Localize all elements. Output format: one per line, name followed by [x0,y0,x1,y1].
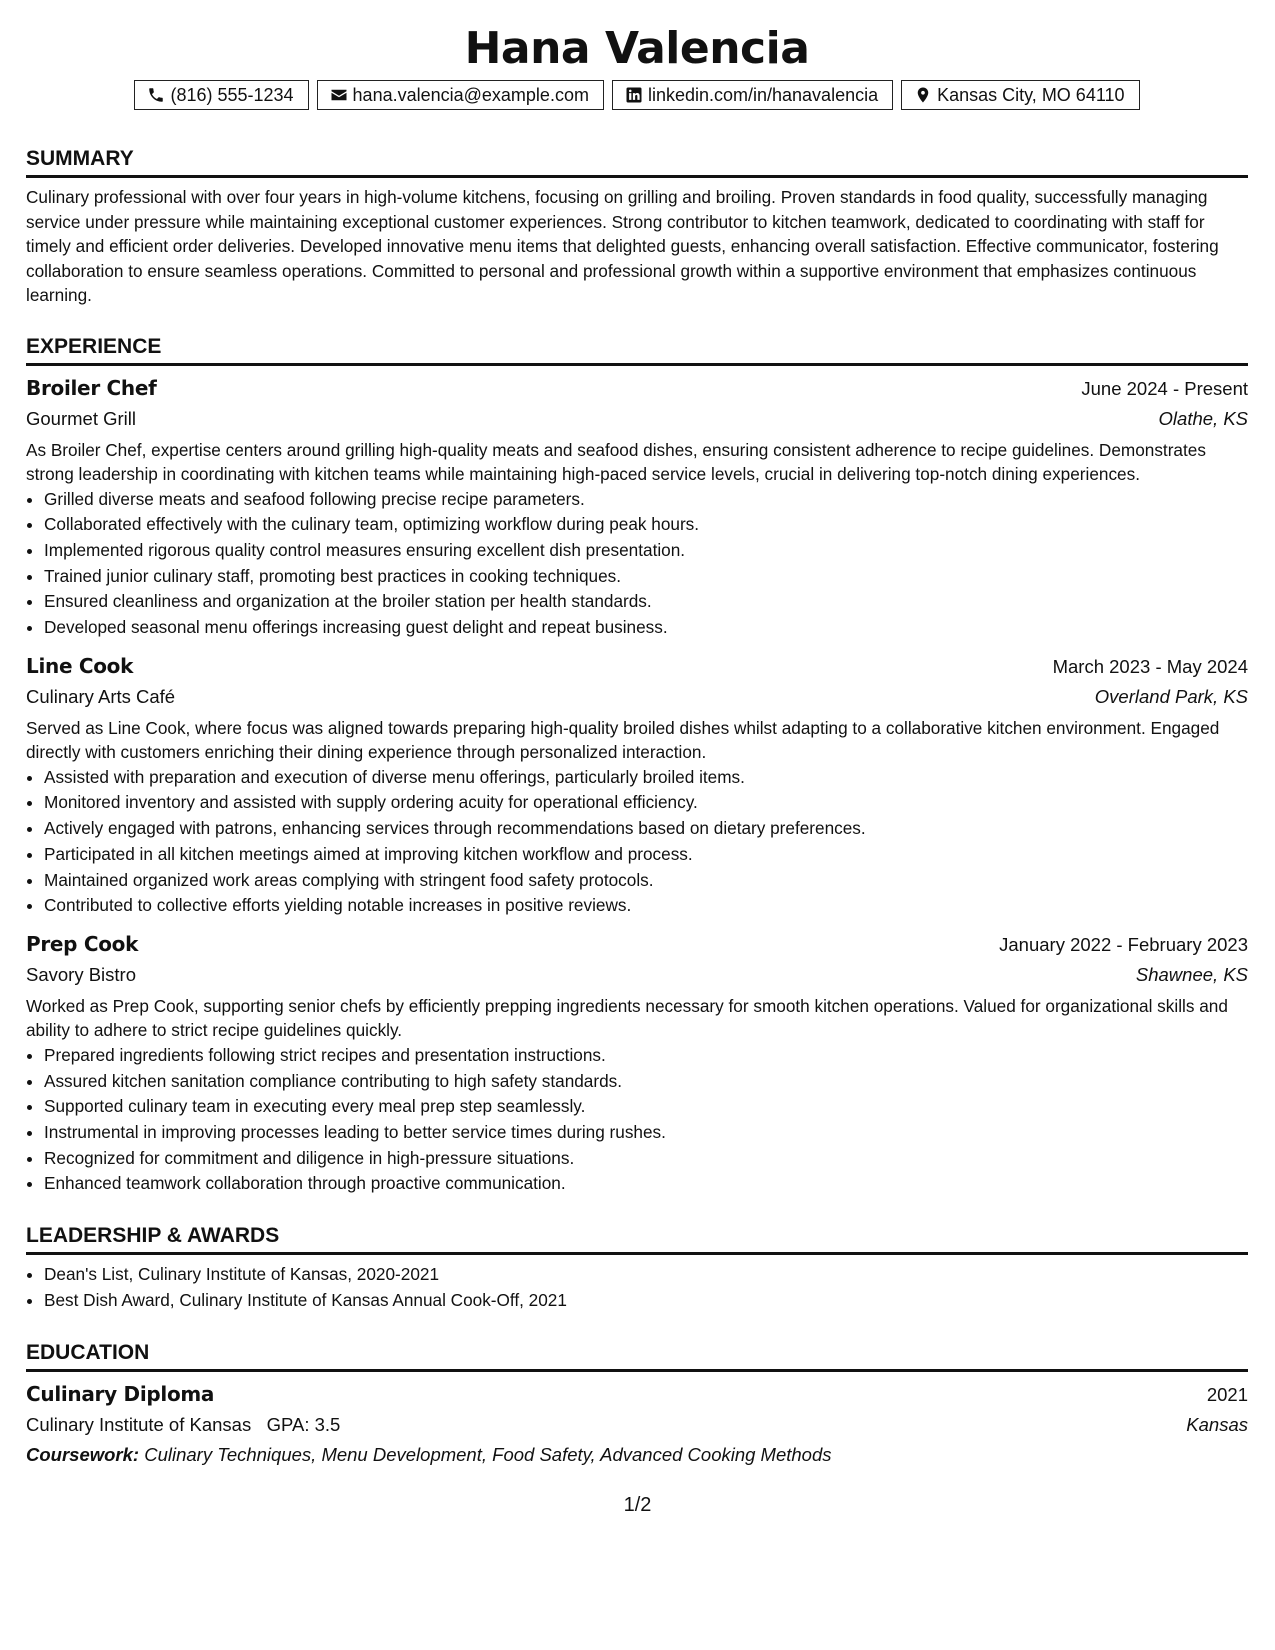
job-bullets [26,1043,1248,1197]
job-dates: June 2024 - Present [1081,377,1248,399]
job-location: Shawnee, KS [1135,963,1248,985]
coursework-line [26,1440,1248,1469]
job-description: As Broiler Chef, expertise centers around grilling high-quality meats and seafood dishes, ensuring consistent adherence to recipe guidelines. Demonstrates strong leadership in coordinating with kitchen teams while maintaining high-paced service levels, crucial in delivering top-notch dining experiences. [26,439,1206,484]
job-bullet: • Maintained organized work areas complying with stringent food safety protocols. [44,868,1248,894]
job-bullet: • Participated in all kitchen meetings aimed at improving kitchen workflow and process. [44,842,1248,868]
job-bullet: • Grilled diverse meats and seafood following precise recipe parameters. [44,487,1248,513]
job-bullet: • Enhanced teamwork collaboration through proactive communication. [44,1171,1248,1197]
job-bullet: • Collaborated effectively with the culinary team, optimizing workflow during peak hours. [44,512,1248,538]
job-company: Savory Bistro [26,963,137,985]
contact-phone[interactable] [134,80,308,110]
map-pin-icon [914,86,932,104]
summary-text: Culinary professional with over four years in high-volume kitchens, focusing on grilling and broiling. Proven standards in food quality, successfully managing service under pressure while maintaining exceptional customer experiences. Strong contributor to kitchen teamwork, dedicated to coordinating with staff for timely and efficient order deliveries. Developed innovative menu items that delighted guests, enhancing overall satisfaction. Effective communicator, fostering collaboration to ensure seamless operations. Committed to personal and professional growth within a supportive environment that emphasizes continuous learning. [26,187,1219,305]
job-bullet: • Supported culinary team in executing every meal prep step seamlessly. [44,1094,1248,1120]
contact-linkedin[interactable] [612,80,893,110]
experience-heading: EXPERIENCE [26,334,1248,366]
email-text: hana.valencia@example.com [352,85,589,105]
job-description: Worked as Prep Cook, supporting senior chefs by efficiently prepping ingredients necessary for smooth kitchen operations. Valued for organizational skills and ability to adhere to strict recipe guidelines quickly. [26,995,1228,1041]
school-name: Culinary Institute of Kansas [26,1413,252,1435]
job-bullet: • Ensured cleanliness and organization at the broiler station per health standards. [44,589,1248,615]
awards-list [26,1262,1248,1313]
job-bullet: • Developed seasonal menu offerings increasing guest delight and repeat business. [44,615,1248,641]
leadership-heading: LEADERSHIP & AWARDS [26,1223,1248,1255]
linkedin-icon [625,86,643,104]
job-location: Overland Park, KS [1094,685,1248,707]
contact-email[interactable] [317,80,604,110]
phone-text: (816) 555-1234 [170,85,294,105]
job-bullet: • Prepared ingredients following strict recipes and presentation instructions. [44,1043,1248,1069]
job-title: Line Cook [26,653,134,678]
coursework-label: Coursework: [26,1443,140,1465]
job-bullet: • Assisted with preparation and execution of diverse menu offerings, particularly broiled items. [44,765,1248,791]
job-bullet: • Actively engaged with patrons, enhancing services through recommendations based on dietary preferences. [44,816,1248,842]
coursework-list: Culinary Techniques, Menu Development, Food Safety, Advanced Cooking Methods [144,1443,832,1465]
resume-page [26,22,1248,1469]
job-entry [26,929,1248,1197]
job-title: Prep Cook [26,931,139,956]
job-dates: January 2022 - February 2023 [999,933,1248,955]
contact-location[interactable] [901,80,1139,110]
award-item: • Best Dish Award, Culinary Institute of Kansas Annual Cook-Off, 2021 [44,1288,1248,1314]
experience-list [26,373,1248,1198]
gpa: GPA: 3.5 [266,1413,341,1435]
degree-title: Culinary Diploma [26,1381,215,1406]
job-entry [26,373,1248,641]
job-bullet: • Trained junior culinary staff, promoting best practices in cooking techniques. [44,564,1248,590]
linkedin-text: linkedin.com/in/hanavalencia [647,85,879,105]
location-text: Kansas City, MO 64110 [937,85,1125,105]
job-company: Culinary Arts Café [26,685,176,707]
job-bullet: • Contributed to collective efforts yielding notable increases in positive reviews. [44,893,1248,919]
job-bullets [26,487,1248,641]
page-number: 1/2 [623,1494,652,1516]
job-bullet: • Monitored inventory and assisted with supply ordering acuity for operational efficiency. [44,790,1248,816]
job-entry [26,651,1248,919]
envelope-icon [330,86,348,104]
job-bullet: • Implemented rigorous quality control measures ensuring excellent dish presentation. [44,538,1248,564]
summary-heading: SUMMARY [26,146,1248,178]
job-bullets [26,765,1248,919]
job-dates: March 2023 - May 2024 [1052,655,1248,677]
job-location: Olathe, KS [1158,407,1248,429]
education-entry [26,1379,1248,1469]
candidate-name: Hana Valencia [464,23,810,74]
phone-icon [147,86,165,104]
education-heading: EDUCATION [26,1340,1248,1372]
job-company: Gourmet Grill [26,407,136,429]
job-description: Served as Line Cook, where focus was aligned towards preparing high-quality broiled dishes whilst adapting to a collaborative kitchen environment. Engaged directly with customers enriching their dining experience through personalized interaction. [26,717,1220,763]
education-year: 2021 [1206,1383,1248,1405]
job-bullet: • Assured kitchen sanitation compliance contributing to high safety standards. [44,1069,1248,1095]
job-bullet: • Recognized for commitment and diligence in high-pressure situations. [44,1146,1248,1172]
contact-bar [26,80,1248,110]
job-bullet: • Instrumental in improving processes leading to better service times during rushes. [44,1120,1248,1146]
job-title: Broiler Chef [26,375,157,400]
education-location: Kansas [1186,1413,1248,1435]
award-item: • Dean's List, Culinary Institute of Kansas, 2020-2021 [44,1262,1248,1288]
